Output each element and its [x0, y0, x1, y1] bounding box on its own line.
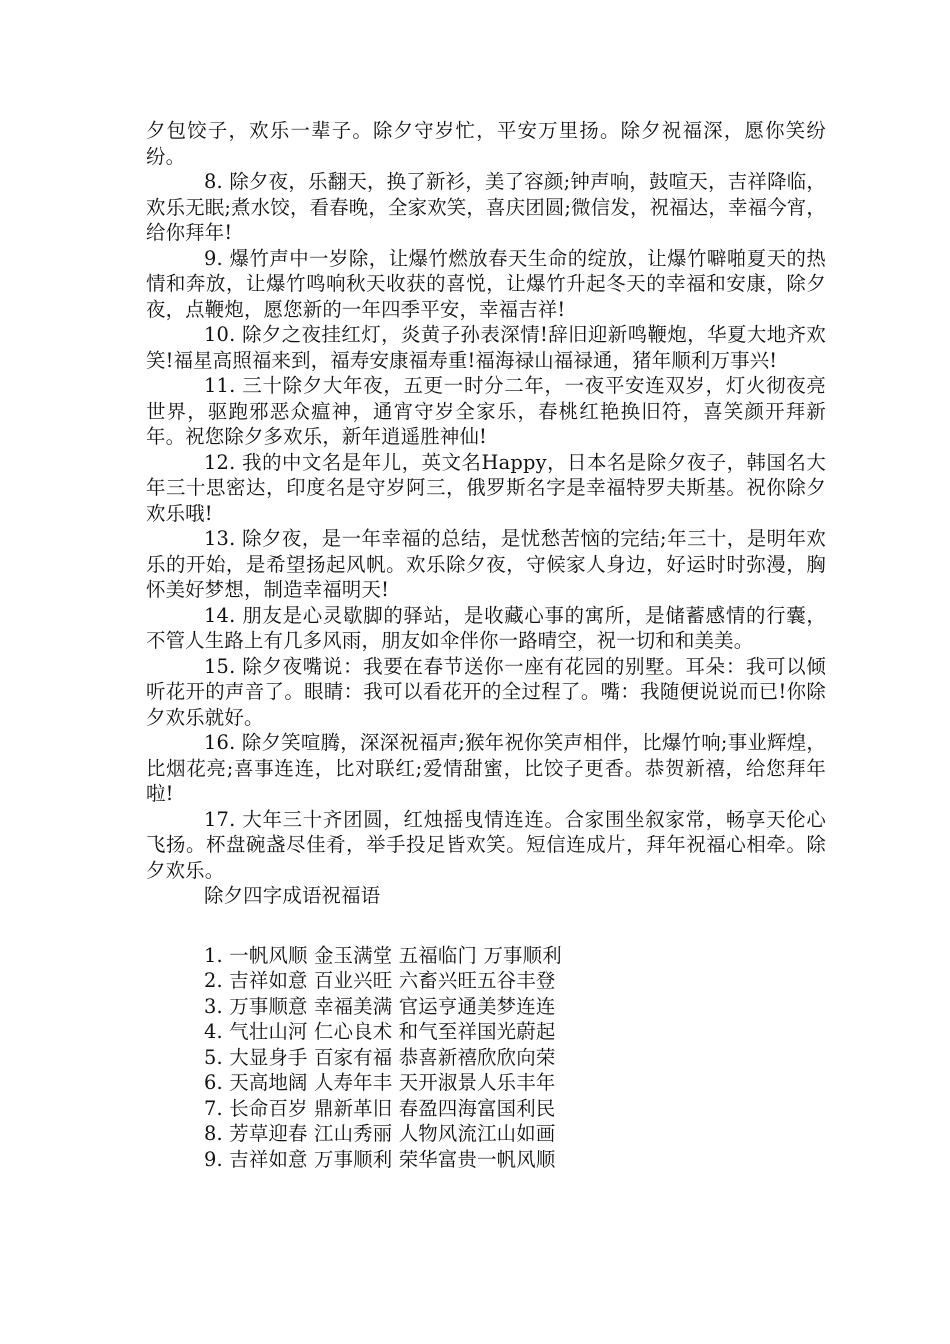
idiom-row-9: 9. 吉祥如意 万事顺利 荣华富贵一帆风顺: [204, 1147, 556, 1171]
paragraph-item-8: 8. 除夕夜，乐翻天，换了新衫，美了容颜;钟声响，鼓喧天，吉祥降临，欢乐无眠;煮水饺，看春晚，全家欢笑，喜庆团圆;微信发，祝福达，幸福今宵，给你拜年!: [146, 170, 826, 244]
idiom-row-3: 3. 万事顺意 幸福美满 官运亨通美梦连连: [204, 994, 556, 1018]
paragraph-item-17: 17. 大年三十齐团圆，红烛摇曳情连连。合家围坐叙家常，畅享天伦心飞扬。杯盘碗盏尽佳肴，举手投足皆欢笑。短信连成片，拜年祝福心相牵。除夕欢乐。: [146, 807, 826, 882]
paragraph-item-15: 15. 除夕夜嘴说：我要在春节送你一座有花园的别墅。耳朵：我可以倾听花开的声音了。眼睛：我可以看花开的全过程了。嘴：我随便说说而已!你除夕欢乐就好。: [146, 654, 826, 729]
paragraph-continuation: 夕包饺子，欢乐一辈子。除夕守岁忙，平安万里扬。除夕祝福深，愿你笑纷纷。: [146, 119, 826, 168]
blank-line: [146, 909, 826, 943]
idiom-row-6: 6. 天高地阔 人寿年丰 天开淑景人乐丰年: [204, 1071, 556, 1094]
paragraph-item-12: 12. 我的中文名是年儿，英文名Happy，日本名是除夕夜子，韩国名大年三十思密达，印度名是守岁阿三，俄罗斯名字是幸福特罗夫斯基。祝你除夕欢乐哦!: [146, 450, 826, 525]
idiom-list: [146, 943, 826, 1173]
idiom-row-4: 4. 气壮山河 仁心良术 和气至祥国光蔚起: [204, 1020, 556, 1043]
paragraph-item-10: 10. 除夕之夜挂红灯，炎黄子孙表深情!辞旧迎新鸣鞭炮，华夏大地齐欢笑!福星高照福来到，福寿安康福寿重!福海禄山福禄通，猪年顺利万事兴!: [146, 323, 826, 372]
paragraph-item-14: 14. 朋友是心灵歇脚的驿站，是收藏心事的寓所，是储蓄感情的行囊，不管人生路上有几多风雨，朋友如伞伴你一路晴空，祝一切和和美美。: [146, 603, 826, 652]
idiom-row-7: 7. 长命百岁 鼎新革旧 春盈四海富国利民: [204, 1096, 556, 1120]
paragraph-item-13: 13. 除夕夜，是一年幸福的总结，是忧愁苦恼的完结;年三十，是明年欢乐的开始，是希望扬起风帆。欢乐除夕夜，守候家人身边，好运时时弥漫，胸怀美好梦想，制造幸福明天!: [146, 527, 826, 601]
idiom-row-1: 1. 一帆风顺 金玉满堂 五福临门 万事顺利: [204, 943, 562, 967]
paragraph-item-16: 16. 除夕笑喧腾，深深祝福声;猴年祝你笑声相伴，比爆竹响;事业辉煌，比烟花亮;喜事连连，比对联红;爱情甜蜜，比饺子更香。恭贺新禧，给您拜年啦!: [146, 731, 826, 805]
paragraph-item-11: 11. 三十除夕大年夜，五更一时分二年，一夜平安连双岁，灯火彻夜亮世界，驱跑邪恶众瘟神，通宵守岁全家乐，春桃红艳换旧符，喜笑颜开拜新年。祝您除夕多欢乐，新年逍遥胜神仙!: [146, 374, 826, 448]
idiom-row-5: 5. 大显身手 百家有福 恭喜新禧欣欣向荣: [204, 1045, 556, 1069]
document-body: [146, 118, 826, 1172]
idiom-row-2: 2. 吉祥如意 百业兴旺 六畜兴旺五谷丰登: [204, 969, 556, 992]
idiom-row-8: 8. 芳草迎春 江山秀丽 人物风流江山如画: [204, 1122, 556, 1145]
section-heading: 除夕四字成语祝福语: [204, 884, 381, 907]
paragraph-item-9: 9. 爆竹声中一岁除，让爆竹燃放春天生命的绽放，让爆竹噼啪夏天的热情和奔放，让爆竹鸣响秋天收获的喜悦，让爆竹升起冬天的幸福和安康，除夕夜，点鞭炮，愿您新的一年四季平安，幸福吉祥!: [146, 246, 826, 321]
